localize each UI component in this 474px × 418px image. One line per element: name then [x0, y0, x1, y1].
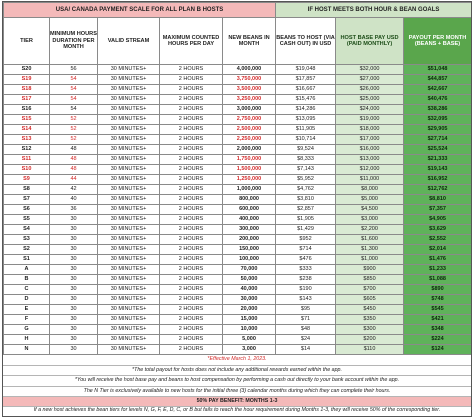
- host-base-pay-cell: $27,000: [336, 75, 404, 85]
- max-hours-cell: 2 HOURS: [160, 235, 223, 245]
- table-row: [4, 95, 472, 105]
- new-beans-cell: 200,000: [223, 235, 276, 245]
- max-hours-cell: 2 HOURS: [160, 325, 223, 335]
- tier-cell: S2: [4, 245, 50, 255]
- min-hours-cell: 30: [50, 335, 98, 345]
- host-base-pay-cell: $450: [336, 305, 404, 315]
- new-beans-cell: 1,000,000: [223, 185, 276, 195]
- new-beans-cell: 1,750,000: [223, 155, 276, 165]
- payout-cell: $1,088: [404, 275, 472, 285]
- valid-stream-cell: 30 MINUTES+: [98, 305, 160, 315]
- max-hours-cell: 2 HOURS: [160, 255, 223, 265]
- tier-cell: S16: [4, 105, 50, 115]
- tier-cell: S7: [4, 195, 50, 205]
- valid-stream-cell: 30 MINUTES+: [98, 115, 160, 125]
- pay-benefit-banner: 50% PAY BENEFIT: MONTHS 1-3: [3, 397, 471, 407]
- max-hours-cell: 2 HOURS: [160, 215, 223, 225]
- table-row: [4, 315, 472, 325]
- col-header-host-base-pay: HOST BASE PAY USD (PAID MONTHLY): [336, 18, 404, 65]
- tier-cell: S10: [4, 165, 50, 175]
- min-hours-cell: 54: [50, 85, 98, 95]
- payout-cell: $29,905: [404, 125, 472, 135]
- cash-out-note: *You will receive the host base pay and beans to host compensation by performing a cash out directly to your bank account within the app.: [3, 376, 471, 387]
- max-hours-cell: 2 HOURS: [160, 75, 223, 85]
- new-beans-cell: 300,000: [223, 225, 276, 235]
- valid-stream-cell: 30 MINUTES+: [98, 85, 160, 95]
- table-row: [4, 85, 472, 95]
- payout-cell: $2,014: [404, 245, 472, 255]
- tier-cell: S15: [4, 115, 50, 125]
- max-hours-cell: 2 HOURS: [160, 85, 223, 95]
- host-base-pay-cell: $13,000: [336, 155, 404, 165]
- new-beans-cell: 3,500,000: [223, 85, 276, 95]
- table-row: [4, 75, 472, 85]
- table-row: [4, 185, 472, 195]
- new-beans-cell: 5,000: [223, 335, 276, 345]
- max-hours-cell: 2 HOURS: [160, 205, 223, 215]
- effective-date-note: *Effective March 1, 2023.: [3, 355, 471, 366]
- table-row: [4, 275, 472, 285]
- valid-stream-cell: 30 MINUTES+: [98, 135, 160, 145]
- table-row: [4, 105, 472, 115]
- payment-scale-sheet: [2, 1, 472, 417]
- valid-stream-cell: 30 MINUTES+: [98, 335, 160, 345]
- valid-stream-cell: 30 MINUTES+: [98, 315, 160, 325]
- valid-stream-cell: 30 MINUTES+: [98, 245, 160, 255]
- min-hours-cell: 30: [50, 255, 98, 265]
- host-base-pay-cell: $11,000: [336, 175, 404, 185]
- min-hours-cell: 44: [50, 175, 98, 185]
- new-beans-cell: 2,000,000: [223, 145, 276, 155]
- host-base-pay-cell: $19,000: [336, 115, 404, 125]
- valid-stream-cell: 30 MINUTES+: [98, 145, 160, 155]
- valid-stream-cell: 30 MINUTES+: [98, 75, 160, 85]
- new-beans-cell: 40,000: [223, 285, 276, 295]
- min-hours-cell: 30: [50, 225, 98, 235]
- tier-cell: S8: [4, 185, 50, 195]
- rewards-note: *The total payout for hosts does not include any additional rewards earned within the app.: [3, 366, 471, 377]
- min-hours-cell: 56: [50, 65, 98, 75]
- host-base-pay-cell: $16,000: [336, 145, 404, 155]
- payout-cell: $42,667: [404, 85, 472, 95]
- beans-to-host-cell: $19,048: [276, 65, 336, 75]
- goals-title: IF HOST MEETS BOTH HOUR & BEAN GOALS: [276, 3, 472, 18]
- beans-to-host-cell: $13,095: [276, 115, 336, 125]
- tier-cell: S20: [4, 65, 50, 75]
- host-base-pay-cell: $1,000: [336, 255, 404, 265]
- beans-to-host-cell: $5,952: [276, 175, 336, 185]
- max-hours-cell: 2 HOURS: [160, 335, 223, 345]
- table-row: [4, 155, 472, 165]
- payout-cell: $51,048: [404, 65, 472, 75]
- usa-canada-title: USA/ CANADA PAYMENT SCALE FOR ALL PLAN B HOSTS: [4, 3, 276, 18]
- payout-cell: $421: [404, 315, 472, 325]
- payout-cell: $40,476: [404, 95, 472, 105]
- min-hours-cell: 54: [50, 105, 98, 115]
- max-hours-cell: 2 HOURS: [160, 315, 223, 325]
- tier-cell: S6: [4, 205, 50, 215]
- payout-cell: $25,524: [404, 145, 472, 155]
- min-hours-cell: 30: [50, 235, 98, 245]
- table-row: [4, 305, 472, 315]
- valid-stream-cell: 30 MINUTES+: [98, 345, 160, 355]
- valid-stream-cell: 30 MINUTES+: [98, 265, 160, 275]
- host-base-pay-cell: $12,000: [336, 165, 404, 175]
- host-base-pay-cell: $26,000: [336, 85, 404, 95]
- payout-cell: $890: [404, 285, 472, 295]
- valid-stream-cell: 30 MINUTES+: [98, 65, 160, 75]
- beans-to-host-cell: $48: [276, 325, 336, 335]
- table-row: [4, 65, 472, 75]
- host-base-pay-cell: $1,300: [336, 245, 404, 255]
- new-beans-cell: 600,000: [223, 205, 276, 215]
- payout-cell: $32,095: [404, 115, 472, 125]
- min-hours-cell: 30: [50, 295, 98, 305]
- beans-to-host-cell: $7,143: [276, 165, 336, 175]
- tier-cell: S3: [4, 235, 50, 245]
- max-hours-cell: 2 HOURS: [160, 305, 223, 315]
- valid-stream-cell: 30 MINUTES+: [98, 105, 160, 115]
- max-hours-cell: 2 HOURS: [160, 155, 223, 165]
- payout-cell: $4,905: [404, 215, 472, 225]
- beans-to-host-cell: $333: [276, 265, 336, 275]
- host-base-pay-cell: $25,000: [336, 95, 404, 105]
- pay-benefit-detail: If a new host achieves the bean tiers for levels N, G, F, E, D, C, or B but fails to reach the hour requirement during Months 1-3, they will receive 50% of the corresponding tier.: [33, 407, 441, 413]
- max-hours-cell: 2 HOURS: [160, 275, 223, 285]
- new-beans-cell: 15,000: [223, 315, 276, 325]
- min-hours-cell: 36: [50, 205, 98, 215]
- tier-cell: S13: [4, 135, 50, 145]
- min-hours-cell: 30: [50, 265, 98, 275]
- beans-to-host-cell: $2,857: [276, 205, 336, 215]
- max-hours-cell: 2 HOURS: [160, 345, 223, 355]
- min-hours-cell: 30: [50, 215, 98, 225]
- payout-cell: $19,143: [404, 165, 472, 175]
- valid-stream-cell: 30 MINUTES+: [98, 235, 160, 245]
- beans-to-host-cell: $16,667: [276, 85, 336, 95]
- valid-stream-cell: 30 MINUTES+: [98, 175, 160, 185]
- max-hours-cell: 2 HOURS: [160, 65, 223, 75]
- valid-stream-cell: 30 MINUTES+: [98, 285, 160, 295]
- host-base-pay-cell: $18,000: [336, 125, 404, 135]
- tier-cell: S11: [4, 155, 50, 165]
- min-hours-cell: 54: [50, 75, 98, 85]
- table-row: [4, 265, 472, 275]
- table-row: [4, 125, 472, 135]
- tier-cell: S12: [4, 145, 50, 155]
- host-base-pay-cell: $850: [336, 275, 404, 285]
- host-base-pay-cell: $32,000: [336, 65, 404, 75]
- tier-cell: C: [4, 285, 50, 295]
- new-beans-cell: 30,000: [223, 295, 276, 305]
- valid-stream-cell: 30 MINUTES+: [98, 95, 160, 105]
- max-hours-cell: 2 HOURS: [160, 115, 223, 125]
- host-base-pay-cell: $1,600: [336, 235, 404, 245]
- payout-cell: $1,233: [404, 265, 472, 275]
- beans-to-host-cell: $17,857: [276, 75, 336, 85]
- max-hours-cell: 2 HOURS: [160, 135, 223, 145]
- host-base-pay-cell: $110: [336, 345, 404, 355]
- host-base-pay-cell: $200: [336, 335, 404, 345]
- new-beans-cell: 70,000: [223, 265, 276, 275]
- host-base-pay-cell: $700: [336, 285, 404, 295]
- n-tier-note: The N Tier is exclusively available to new hosts for the initial three (3) calendar months during which they can complete their hours.: [3, 387, 471, 398]
- table-row: [4, 145, 472, 155]
- max-hours-cell: 2 HOURS: [160, 125, 223, 135]
- beans-to-host-cell: $190: [276, 285, 336, 295]
- beans-to-host-cell: $476: [276, 255, 336, 265]
- payout-cell: $27,714: [404, 135, 472, 145]
- beans-to-host-cell: $15,476: [276, 95, 336, 105]
- col-header-payout: PAYOUT PER MONTH (BEANS + BASE): [404, 18, 472, 65]
- beans-to-host-cell: $143: [276, 295, 336, 305]
- new-beans-cell: 150,000: [223, 245, 276, 255]
- beans-to-host-cell: $95: [276, 305, 336, 315]
- table-row: [4, 245, 472, 255]
- payout-cell: $545: [404, 305, 472, 315]
- table-row: [4, 235, 472, 245]
- notes-section: [3, 355, 471, 417]
- min-hours-cell: 30: [50, 275, 98, 285]
- beans-to-host-cell: $24: [276, 335, 336, 345]
- table-row: [4, 225, 472, 235]
- host-base-pay-cell: $300: [336, 325, 404, 335]
- table-row: [4, 335, 472, 345]
- beans-to-host-cell: $71: [276, 315, 336, 325]
- payout-cell: $748: [404, 295, 472, 305]
- tier-cell: G: [4, 325, 50, 335]
- beans-to-host-cell: $9,524: [276, 145, 336, 155]
- max-hours-cell: 2 HOURS: [160, 225, 223, 235]
- beans-to-host-cell: $952: [276, 235, 336, 245]
- tier-cell: S1: [4, 255, 50, 265]
- max-hours-cell: 2 HOURS: [160, 265, 223, 275]
- beans-to-host-cell: $4,762: [276, 185, 336, 195]
- col-header-max-hours: MAXIMUM COUNTED HOURS PER DAY: [160, 18, 223, 65]
- valid-stream-cell: 30 MINUTES+: [98, 215, 160, 225]
- max-hours-cell: 2 HOURS: [160, 165, 223, 175]
- new-beans-cell: 2,750,000: [223, 115, 276, 125]
- new-beans-cell: 800,000: [223, 195, 276, 205]
- table-row: [4, 295, 472, 305]
- max-hours-cell: 2 HOURS: [160, 295, 223, 305]
- table-row: [4, 115, 472, 125]
- beans-to-host-cell: $714: [276, 245, 336, 255]
- tier-cell: E: [4, 305, 50, 315]
- new-beans-cell: 400,000: [223, 215, 276, 225]
- new-beans-cell: 3,000: [223, 345, 276, 355]
- valid-stream-cell: 30 MINUTES+: [98, 155, 160, 165]
- col-header-valid-stream: VALID STREAM: [98, 18, 160, 65]
- col-header-tier: TIER: [4, 18, 50, 65]
- host-base-pay-cell: $24,000: [336, 105, 404, 115]
- col-header-min-hours: MINIMUM HOURS DURATION PER MONTH: [50, 18, 98, 65]
- min-hours-cell: 48: [50, 145, 98, 155]
- beans-to-host-cell: $10,714: [276, 135, 336, 145]
- valid-stream-cell: 30 MINUTES+: [98, 255, 160, 265]
- payout-cell: $8,810: [404, 195, 472, 205]
- tier-cell: S17: [4, 95, 50, 105]
- host-base-pay-cell: $605: [336, 295, 404, 305]
- host-base-pay-cell: $5,000: [336, 195, 404, 205]
- valid-stream-cell: 30 MINUTES+: [98, 165, 160, 175]
- tier-cell: A: [4, 265, 50, 275]
- valid-stream-cell: 30 MINUTES+: [98, 225, 160, 235]
- host-base-pay-cell: $17,000: [336, 135, 404, 145]
- max-hours-cell: 2 HOURS: [160, 105, 223, 115]
- payout-cell: $44,857: [404, 75, 472, 85]
- table-row: [4, 135, 472, 145]
- min-hours-cell: 48: [50, 165, 98, 175]
- max-hours-cell: 2 HOURS: [160, 185, 223, 195]
- valid-stream-cell: 30 MINUTES+: [98, 205, 160, 215]
- min-hours-cell: 40: [50, 195, 98, 205]
- table-row: [4, 205, 472, 215]
- tier-cell: H: [4, 335, 50, 345]
- min-hours-cell: 30: [50, 345, 98, 355]
- beans-to-host-cell: $8,333: [276, 155, 336, 165]
- tier-cell: N: [4, 345, 50, 355]
- payout-cell: $7,357: [404, 205, 472, 215]
- valid-stream-cell: 30 MINUTES+: [98, 185, 160, 195]
- beans-to-host-cell: $238: [276, 275, 336, 285]
- host-base-pay-cell: $4,500: [336, 205, 404, 215]
- new-beans-cell: 10,000: [223, 325, 276, 335]
- table-row: [4, 325, 472, 335]
- table-row: [4, 285, 472, 295]
- valid-stream-cell: 30 MINUTES+: [98, 275, 160, 285]
- new-beans-cell: 2,250,000: [223, 135, 276, 145]
- payout-cell: $16,952: [404, 175, 472, 185]
- payout-cell: $2,552: [404, 235, 472, 245]
- host-base-pay-cell: $2,200: [336, 225, 404, 235]
- host-base-pay-cell: $8,000: [336, 185, 404, 195]
- tier-cell: S5: [4, 215, 50, 225]
- beans-to-host-cell: $1,905: [276, 215, 336, 225]
- new-beans-cell: 3,000,000: [223, 105, 276, 115]
- tier-rows: [4, 65, 472, 355]
- min-hours-cell: 30: [50, 285, 98, 295]
- host-base-pay-cell: $3,000: [336, 215, 404, 225]
- min-hours-cell: 30: [50, 245, 98, 255]
- max-hours-cell: 2 HOURS: [160, 175, 223, 185]
- tier-cell: S4: [4, 225, 50, 235]
- payout-cell: $224: [404, 335, 472, 345]
- new-beans-cell: 20,000: [223, 305, 276, 315]
- beans-to-host-cell: $14: [276, 345, 336, 355]
- col-header-new-beans: NEW BEANS IN MONTH: [223, 18, 276, 65]
- tier-cell: S14: [4, 125, 50, 135]
- min-hours-cell: 48: [50, 155, 98, 165]
- max-hours-cell: 2 HOURS: [160, 145, 223, 155]
- tier-cell: B: [4, 275, 50, 285]
- tier-cell: S9: [4, 175, 50, 185]
- new-beans-cell: 3,250,000: [223, 95, 276, 105]
- max-hours-cell: 2 HOURS: [160, 95, 223, 105]
- beans-to-host-cell: $3,810: [276, 195, 336, 205]
- new-beans-cell: 4,000,000: [223, 65, 276, 75]
- min-hours-cell: 30: [50, 315, 98, 325]
- payout-cell: $3,629: [404, 225, 472, 235]
- tier-cell: D: [4, 295, 50, 305]
- new-beans-cell: 50,000: [223, 275, 276, 285]
- tier-cell: S19: [4, 75, 50, 85]
- valid-stream-cell: 30 MINUTES+: [98, 325, 160, 335]
- payout-cell: $348: [404, 325, 472, 335]
- new-beans-cell: 2,500,000: [223, 125, 276, 135]
- max-hours-cell: 2 HOURS: [160, 285, 223, 295]
- valid-stream-cell: 30 MINUTES+: [98, 125, 160, 135]
- min-hours-cell: 54: [50, 95, 98, 105]
- min-hours-cell: 52: [50, 135, 98, 145]
- table-row: [4, 195, 472, 205]
- payout-cell: $12,762: [404, 185, 472, 195]
- table-row: [4, 165, 472, 175]
- new-beans-cell: 1,500,000: [223, 165, 276, 175]
- new-beans-cell: 100,000: [223, 255, 276, 265]
- min-hours-cell: 42: [50, 185, 98, 195]
- min-hours-cell: 30: [50, 325, 98, 335]
- table-row: [4, 175, 472, 185]
- table-row: [4, 255, 472, 265]
- new-beans-cell: 1,250,000: [223, 175, 276, 185]
- beans-to-host-cell: $14,286: [276, 105, 336, 115]
- min-hours-cell: 52: [50, 125, 98, 135]
- payout-cell: $38,286: [404, 105, 472, 115]
- beans-to-host-cell: $1,429: [276, 225, 336, 235]
- payout-cell: $21,333: [404, 155, 472, 165]
- tier-cell: S18: [4, 85, 50, 95]
- min-hours-cell: 52: [50, 115, 98, 125]
- table-row: [4, 345, 472, 355]
- host-base-pay-cell: $900: [336, 265, 404, 275]
- valid-stream-cell: 30 MINUTES+: [98, 295, 160, 305]
- payout-cell: $1,476: [404, 255, 472, 265]
- beans-to-host-cell: $11,905: [276, 125, 336, 135]
- valid-stream-cell: 30 MINUTES+: [98, 195, 160, 205]
- new-beans-cell: 3,750,000: [223, 75, 276, 85]
- min-hours-cell: 30: [50, 305, 98, 315]
- host-base-pay-cell: $350: [336, 315, 404, 325]
- payout-cell: $124: [404, 345, 472, 355]
- col-header-beans-to-host: BEANS TO HOST (VIA CASH OUT) IN USD: [276, 18, 336, 65]
- max-hours-cell: 2 HOURS: [160, 245, 223, 255]
- payment-scale-table: [3, 2, 472, 355]
- table-row: [4, 215, 472, 225]
- tier-cell: F: [4, 315, 50, 325]
- max-hours-cell: 2 HOURS: [160, 195, 223, 205]
